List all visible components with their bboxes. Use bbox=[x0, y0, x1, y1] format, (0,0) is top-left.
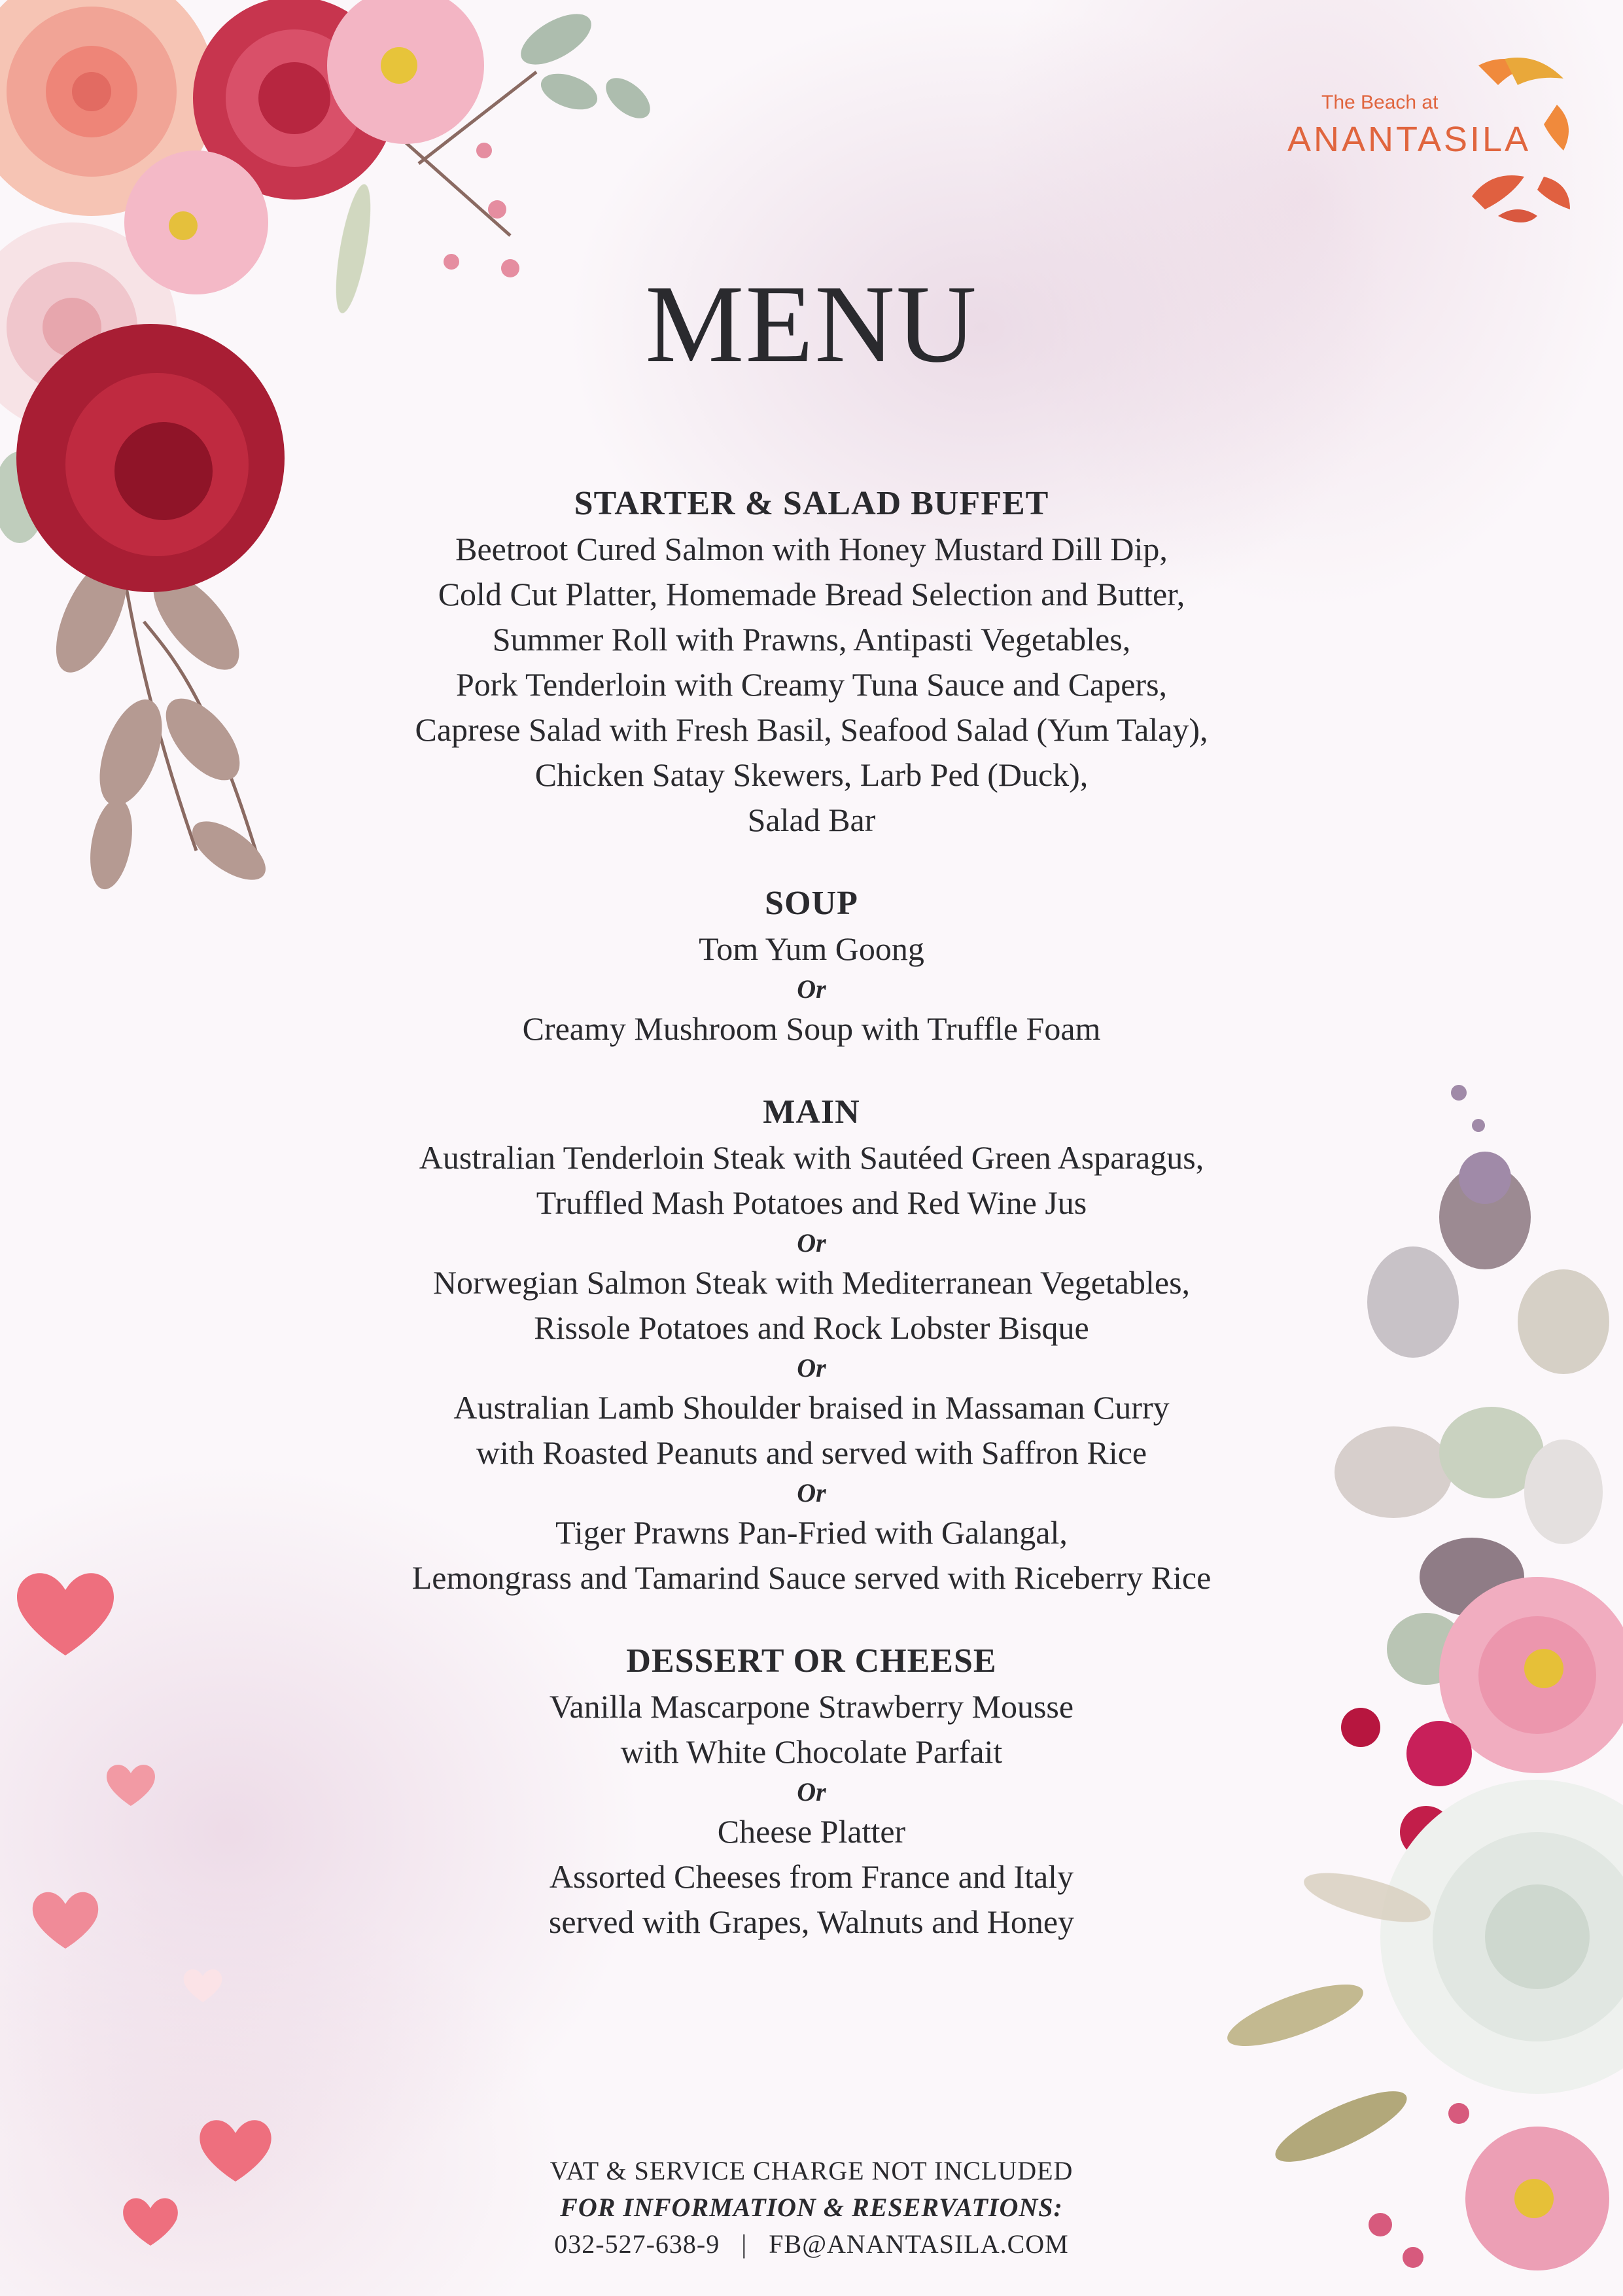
brand-tagline: The Beach at bbox=[1321, 92, 1439, 113]
or-separator: Or bbox=[797, 1353, 826, 1383]
menu-item: Norwegian Salmon Steak with Mediterranean Vegetables, bbox=[432, 1264, 1191, 1301]
menu-item: Summer Roll with Prawns, Antipasti Vegetables, bbox=[492, 621, 1131, 658]
menu-item: Caprese Salad with Fresh Basil, Seafood Salad (Yum Talay), bbox=[415, 711, 1208, 748]
menu-item: Australian Tenderloin Steak with Sautéed Green Asparagus, bbox=[419, 1139, 1204, 1176]
reservations-heading: FOR INFORMATION & RESERVATIONS: bbox=[560, 2193, 1063, 2222]
contact-line bbox=[262, 2226, 1361, 2263]
section-heading: STARTER & SALAD BUFFET bbox=[574, 485, 1049, 522]
heart-icon bbox=[123, 2199, 178, 2246]
or-separator: Or bbox=[797, 1777, 826, 1807]
phone-number[interactable]: 032-527-638-9 bbox=[554, 2229, 720, 2259]
menu-item: Cheese Platter bbox=[717, 1813, 906, 1850]
menu-item: served with Grapes, Walnuts and Honey bbox=[548, 1903, 1075, 1940]
heart-icon bbox=[33, 1892, 98, 1949]
menu-item: Assorted Cheeses from France and Italy bbox=[549, 1858, 1074, 1895]
brand-logo bbox=[1282, 46, 1596, 236]
menu-item: Tiger Prawns Pan-Fried with Galangal, bbox=[555, 1514, 1068, 1551]
footer bbox=[262, 2153, 1361, 2263]
section-heading: SOUP bbox=[765, 885, 858, 922]
section-starter-salad bbox=[262, 481, 1361, 843]
menu-content bbox=[262, 481, 1361, 1945]
page-title: MENU bbox=[645, 262, 978, 385]
menu-item: Salad Bar bbox=[747, 802, 876, 838]
menu-item: Tom Yum Goong bbox=[699, 930, 924, 967]
menu-item: Truffled Mash Potatoes and Red Wine Jus bbox=[536, 1184, 1087, 1221]
menu-item: Chicken Satay Skewers, Larb Ped (Duck), bbox=[534, 756, 1089, 793]
menu-item: with Roasted Peanuts and served with Saffron Rice bbox=[476, 1434, 1147, 1471]
heart-icon bbox=[184, 1969, 222, 2002]
menu-item: Cold Cut Platter, Homemade Bread Selection and Butter, bbox=[438, 576, 1185, 612]
menu-item: Pork Tenderloin with Creamy Tuna Sauce and Capers, bbox=[455, 666, 1168, 703]
section-soup bbox=[262, 881, 1361, 1051]
section-dessert-cheese bbox=[262, 1638, 1361, 1945]
menu-item: Rissole Potatoes and Rock Lobster Bisque bbox=[534, 1309, 1089, 1346]
or-separator: Or bbox=[797, 1478, 826, 1508]
heart-icon bbox=[200, 2120, 271, 2181]
separator: | bbox=[741, 2229, 748, 2259]
vat-notice: VAT & SERVICE CHARGE NOT INCLUDED bbox=[550, 2156, 1073, 2185]
section-main bbox=[262, 1089, 1361, 1600]
menu-item: Creamy Mushroom Soup with Truffle Foam bbox=[522, 1010, 1101, 1047]
brand-name: ANANTASILA bbox=[1287, 120, 1531, 159]
menu-item: Vanilla Mascarpone Strawberry Mousse bbox=[549, 1688, 1074, 1725]
heart-icon bbox=[107, 1765, 155, 1806]
or-separator: Or bbox=[797, 1228, 826, 1258]
contact-handle[interactable]: FB@ANANTASILA.COM bbox=[769, 2229, 1069, 2259]
or-separator: Or bbox=[797, 974, 826, 1004]
menu-item: with White Chocolate Parfait bbox=[620, 1733, 1003, 1770]
section-heading: DESSERT OR CHEESE bbox=[626, 1642, 997, 1680]
heart-icon bbox=[17, 1573, 114, 1655]
menu-item: Australian Lamb Shoulder braised in Massaman Curry bbox=[453, 1389, 1170, 1426]
menu-item: Beetroot Cured Salmon with Honey Mustard Dill Dip, bbox=[455, 531, 1168, 567]
menu-item: Lemongrass and Tamarind Sauce served with Riceberry Rice bbox=[411, 1559, 1212, 1596]
section-heading: MAIN bbox=[763, 1093, 860, 1131]
